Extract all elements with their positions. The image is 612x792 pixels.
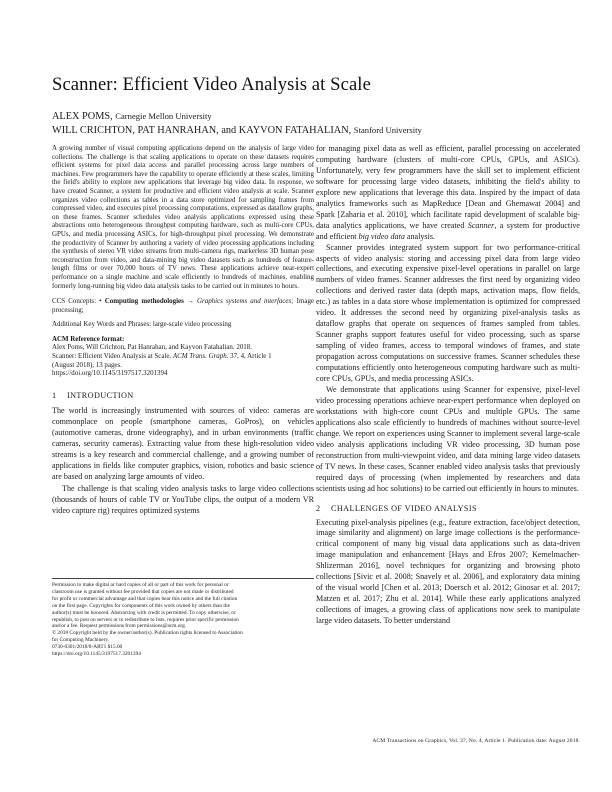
reference-heading: ACM Reference format: (52, 334, 125, 343)
reference-title: Scanner: Efficient Video Analysis at Scale. (52, 352, 172, 361)
left-column (52, 144, 314, 516)
section-1-number: 1 (52, 390, 57, 400)
footnote-line: and/or a fee. Request permissions from permissions@acm.org. (52, 623, 187, 630)
right-para1-scanner: Scanner (467, 220, 495, 230)
section-2-paragraph-1: Executing pixel-analysis pipelines (e.g., feature extraction, face/object detection, image similarity and alignment) on large image collections is the performance-critical component of many big visual data applications such as data-driven image manipulation and enhancement [Hays and Efros 2007; Kemelmacher-Shlizerman 2016], novel techniques for organizing and browsing photo collections [Sivic et al. 2008; Snavely et al. 2006], and exploratory data mining of the visual world [Chen et al. 2013; Doersch et al. 2012; Ginosar et al. 2017; Matzen et al. 2017; Zhu et al. 2014]. While these early applications analyzed collections of images, a growing class of applications now seek to manipulate large video datasets. To better understand (316, 517, 580, 626)
ccs-italic: Graphics systems and interfaces; (197, 297, 294, 306)
intro-paragraph-1: The world is increasingly instrumented with sources of video: cameras are commonplace on people (smartphone cameras, GoPros), on vehicles (automotive cameras, drone videography), and in urban environments (traffic cameras, security cameras). Extracting value from these high-resolution video streams is a key research and commercial challenge, and a growing number of applications in fields like computer graphics, vision, robotics and basic science are based on analyzing large amounts of video. (52, 405, 314, 482)
right-para1-a: for managing pixel data as well as efficient, parallel processing on accelerated computing hardware (clusters of multi-core CPUs, GPUs, and ASICs). Unfortunately, very few programmers have the skill set to implement efficient software for processing large video datasets, inhibiting the field's ability to explore new applications that leverage this data. Inspired by the impact of data analytics frameworks such as MapReduce [Dean and Ghemawat 2004] and Spark [Zaharia et al. 2010], which facilitate rapid development of scalable big-data analytics applications, we have created (316, 144, 580, 230)
ccs-arrow: → (186, 297, 194, 306)
section-1-title: INTRODUCTION (66, 390, 134, 400)
reference-line-2 (52, 352, 314, 361)
footnote-line: for Computing Machinery. (52, 637, 110, 644)
author-line-2 (52, 124, 572, 138)
reference-volume: 37, 4, Article 1 (230, 352, 272, 361)
ccs-bold: Computing methodologies (104, 297, 184, 306)
right-para1-b: , a system for productive and efficient (316, 220, 580, 241)
author-block (52, 110, 572, 137)
reference-body (52, 343, 314, 377)
reference-doi-link[interactable]: https://doi.org/10.1145/3197517.3201394 (52, 369, 168, 378)
ccs-rest: Image processing; (52, 297, 315, 314)
right-para1-c: analysis. (406, 231, 436, 241)
footnote-text (52, 582, 314, 658)
footnote-line: 0730-0301/2018/8-ART1 $15.00 (52, 644, 123, 651)
author-affiliation-2: Stanford University (353, 124, 422, 135)
right-paragraph-2: Scanner provides integrated system support for two performance-critical aspects of video analysis: storing and accessing pixel data from large video collections, and executing expensive pixel-level operations in parallel on large numbers of video frames. Scanner addresses the first need by organizing video collections and derived raster data (depth maps, activation maps, flow fields, etc.) as tables in a data store whose implementation is optimized for compressed video. It addresses the second need by organizing pixel-analysis tasks as dataflow graphs that operate on sequences of frames sampled from tables. Scanner graphs support features useful for video processing, such as sparse sampling of video frames, access to temporal windows of frames, and state propagation across computations on successive frames. Scanner schedules these computations efficiently onto heterogeneous computing hardware such as multi-core CPUs, GPUs, and media processing ASICs. (316, 242, 580, 384)
right-paragraph-1 (316, 144, 580, 243)
section-2-title: CHALLENGES OF VIDEO ANALYSIS (330, 503, 477, 513)
ccs-prefix: CCS Concepts: • (52, 297, 102, 306)
footnote-line: on the first page. Copyrights for components of this work owned by others than the (52, 602, 230, 609)
footnote-doi[interactable]: https://doi.org/10.1145/3197517.3201394 (52, 651, 141, 658)
footnote-line: for profit or commercial advantage and that copies bear this notice and the full citation (52, 595, 238, 602)
right-column (316, 144, 580, 627)
author-names-2: WILL CRICHTON, PAT HANRAHAN, and KAYVON FATAHALIAN, (52, 124, 352, 136)
keywords: Additional Key Words and Phrases: large-scale video processing (52, 320, 232, 329)
right-paragraph-3: We demonstrate that applications using Scanner for expensive, pixel-level video processing operations achieve near-expert performance when deployed on workstations with high-core count CPUs and multiple GPUs. The same applications also scale efficiently to hundreds of machines without source-level change. We report on experiences using Scanner to implement several large-scale video analysis applications including VR video processing, 3D human pose reconstruction from multi-viewpoint video, and data mining large video datasets of TV news. In these cases, Scanner enabled video analysis tasks that previously required days of processing (when implemented by researchers and data scientists using ad hoc solutions) to be carried out efficiently in hours to minutes. (316, 384, 580, 493)
abstract: A growing number of visual computing applications depend on the analysis of large video collections. The challenge is that scaling applications to operate on these datasets requires efficient systems for pixel data access and parallel processing across large numbers of machines. Few programmers have the capability to operate efficiently at these scales, limiting the field's ability to explore new applications that leverage big video data. In response, we have created Scanner, a system for productive and efficient video analysis at scale. Scanner organizes video collections as tables in a data store optimized for sampling frames from compressed video, and executes pixel processing computations, expressed as dataflow graphs, on these frames. Scanner schedules video analysis applications expressed using these abstractions onto heterogeneous throughput computing hardware, such as multi-core CPUs, GPUs, and media processing ASICs, for high-throughput pixel processing. We demonstrate the productivity of Scanner by authoring a variety of video processing applications including the synthesis of stereo VR video streams from multi-camera rigs, markerless 3D human pose reconstruction from video, and data-mining big video datasets such as hundreds of feature-length films or over 70,000 hours of TV news. These applications achieve near-expert performance on a single machine and scale efficiently to hundreds of machines, enabling formerly long-running big video data analysis tasks to be carried out in minutes to hours. (52, 144, 314, 290)
page-footer: ACM Transactions on Graphics, Vol. 37, No. 4, Article 1. Publication date: August 2018. (372, 738, 580, 744)
author-names-1: ALEX POMS, (52, 111, 113, 122)
author-line-1 (52, 110, 572, 124)
right-para1-italic: big video data (358, 231, 405, 241)
copyright-footnote (52, 578, 314, 658)
paper-title: Scanner: Efficient Video Analysis at Scale (52, 74, 371, 95)
footnote-line: Permission to make digital or hard copies of all or part of this work for personal or (52, 582, 229, 588)
footnote-line: author(s) must be honored. Abstracting with credit is permitted. To copy otherwise, or (52, 609, 236, 616)
reference-line-3: (August 2018), 13 pages. (52, 360, 122, 369)
ccs-concepts (52, 297, 314, 314)
footnote-line: classroom use is granted without fee provided that copies are not made or distributed (52, 588, 234, 595)
reference-line-1: Alex Poms, Will Crichton, Pat Hanrahan, and Kayvon Fatahalian. 2018. (52, 343, 252, 352)
section-2-heading (316, 504, 580, 513)
section-2-number: 2 (316, 503, 321, 513)
intro-paragraph-2: The challenge is that scaling video analysis tasks to large video collections (thousands of hours of cable TV or YouTube clips, the output of a modern VR video capture rig) requires optimized systems (52, 483, 314, 515)
author-affiliation-1: Carnegie Mellon University (115, 111, 212, 121)
reference-journal: ACM Trans. Graph. (172, 352, 229, 361)
section-1-heading (52, 391, 314, 400)
footnote-line: © 2018 Copyright held by the owner/author(s). Publication rights licensed to Association (52, 630, 243, 637)
footnote-line: republish, to post on servers or to redistribute to lists, requires prior specific permission (52, 616, 239, 623)
